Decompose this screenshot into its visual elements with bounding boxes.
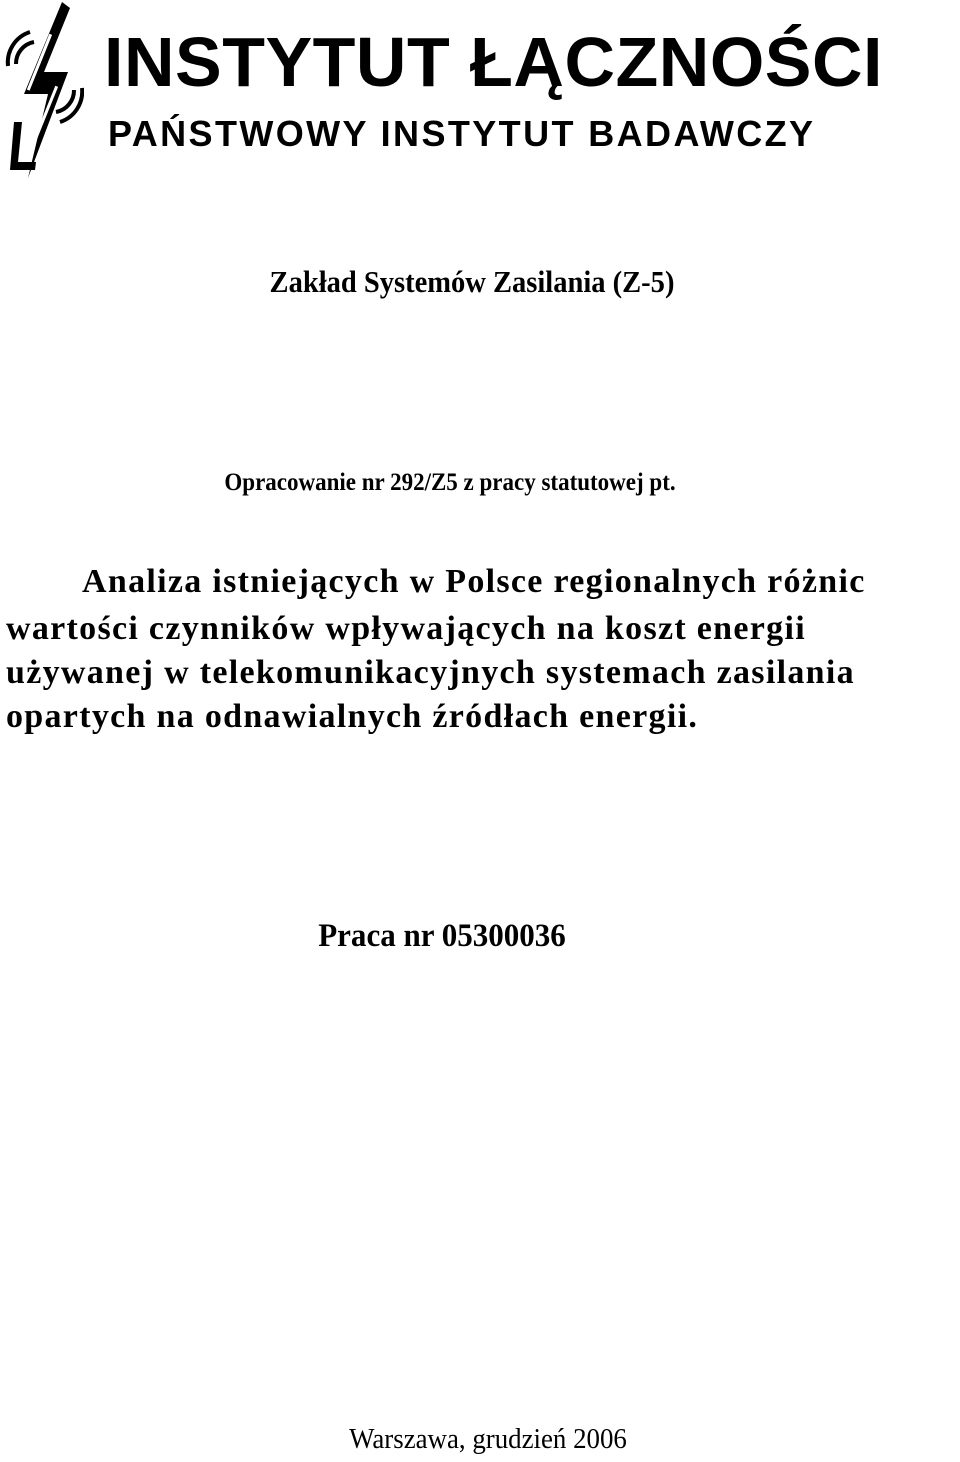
institute-logo-icon <box>4 2 84 178</box>
institute-subtitle: PAŃSTWOWY INSTYTUT BADAWCZY <box>108 113 816 154</box>
department-heading: Zakład Systemów Zasilania (Z-5) <box>269 264 675 299</box>
title-line: używanej w telekomunikacyjnych systemach zasilania <box>6 654 855 691</box>
institute-name: INSTYTUT ŁĄCZNOŚCI <box>104 23 883 101</box>
work-number: Praca nr 05300036 <box>318 918 566 954</box>
title-line: Analiza istniejących w Polsce regionalnych różnic <box>82 563 866 600</box>
place-date: Warszawa, grudzień 2006 <box>349 1424 627 1455</box>
study-label: Opracowanie nr 292/Z5 z pracy statutowej pt. <box>224 469 676 496</box>
title-line: wartości czynników wpływających na koszt energii <box>6 610 806 647</box>
title-line: opartych na odnawialnych źródłach energii. <box>6 698 699 735</box>
